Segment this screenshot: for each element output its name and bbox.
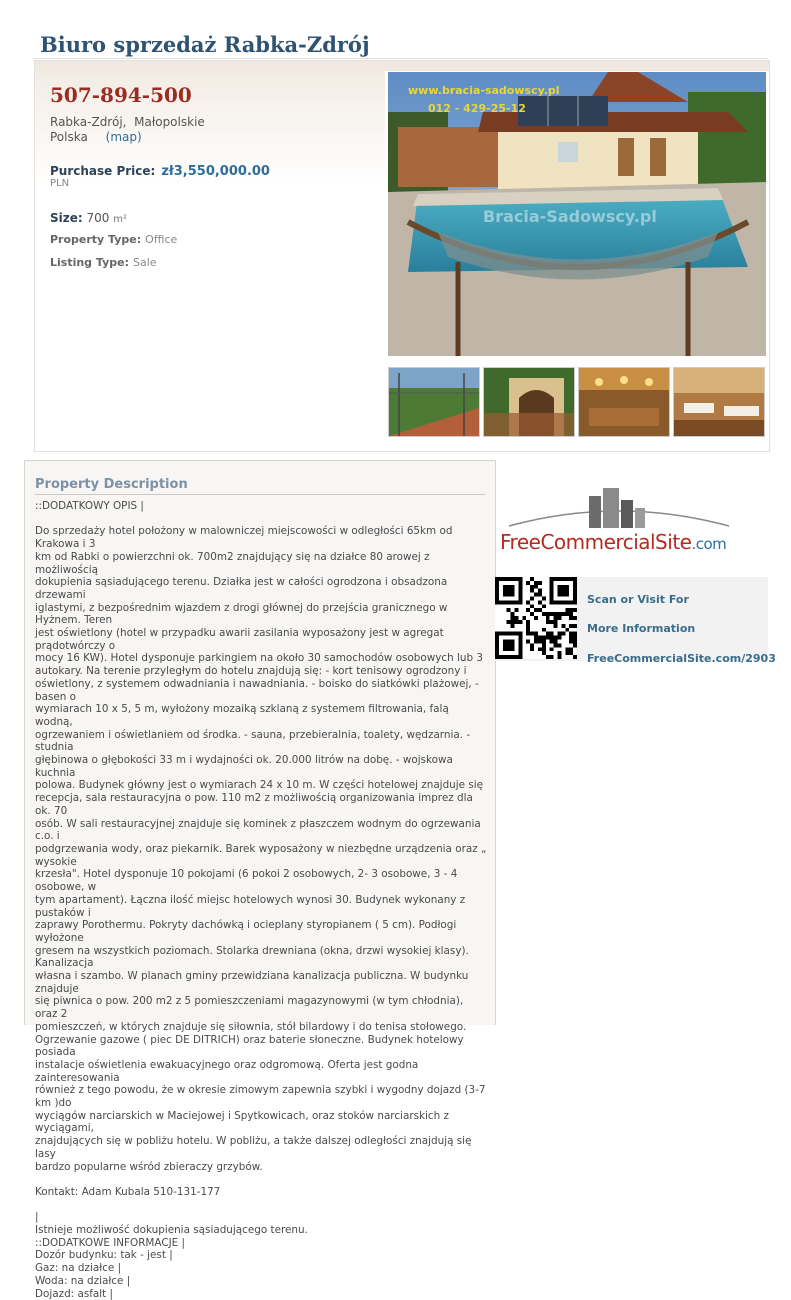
listing-details-panel	[35, 71, 385, 451]
photo-watermark-url: www.bracia-sadowscy.pl	[408, 84, 560, 97]
purchase-price-label: Purchase Price:	[50, 164, 156, 178]
title-divider	[34, 58, 768, 59]
address-country: Polska	[50, 130, 88, 144]
listing-type-row	[50, 256, 157, 269]
description-title: Property Description	[35, 477, 188, 492]
size-value: 700	[86, 211, 110, 225]
property-type-row	[50, 233, 177, 246]
address-city: Rabka-Zdrój,	[50, 115, 127, 129]
thumbnail-3[interactable]	[578, 367, 670, 437]
qr-line-url[interactable]: FreeCommercialSite.com/2903	[587, 652, 776, 665]
logo-text-main: FreeCommercialSite	[500, 530, 692, 554]
thumbnail-tennis-court	[389, 368, 479, 436]
address-line-country	[50, 130, 142, 144]
property-type-label: Property Type:	[50, 233, 142, 246]
qr-line-info: More Information	[587, 622, 696, 635]
qr-info-box	[495, 577, 776, 665]
address-region: Małopolskie	[134, 115, 205, 129]
purchase-price-row	[50, 164, 270, 179]
logo-text-tld: .com	[691, 535, 727, 553]
thumbnail-restaurant-bar	[579, 368, 669, 436]
purchase-price-value: zł3,550,000.00	[161, 164, 270, 179]
size-label: Size:	[50, 211, 83, 225]
listing-type-value: Sale	[133, 256, 157, 269]
pool-photo-illustration	[388, 72, 766, 356]
card-top-band	[35, 61, 769, 71]
listing-type-label: Listing Type:	[50, 256, 129, 269]
address-line-city	[50, 115, 205, 129]
freecommercialsite-logo-text[interactable]	[500, 530, 726, 554]
currency-code: PLN	[50, 178, 70, 189]
photo-watermark-phone: 012 - 429-25-12	[428, 102, 526, 115]
property-description-panel	[24, 460, 496, 1300]
size-row	[50, 211, 127, 225]
listing-summary-card	[34, 60, 770, 452]
description-text: ::DODATKOWY OPIS | Do sprzedaży hotel położony w malowniczej miejscowości w odległości 65km od Krakowa i 3 km od Rabki o powierzchni ok. 700m2 znajdujący się na działce 80 arowej z możliwością dokupienia sąsiadującego terenu. Działka jest w całości ogrodzona i obsadzona drzewami iglastymi, z bezpośrednim wjazdem z drogi głównej do przejścia granicznego w Hyżnem. Teren jest oświetlony (hotel w przypadku awarii zasilania wyposażony jest w agregat prądotwórczy o mocy 16 KW). Hotel dysponuje parkingiem na około 30 samochodów osobowych lub 3 autokary. Na terenie przyległym do hotelu znajdują się: - kort tenisowy ogrodzony i oświetlony, z systemem odwadniania i nawadniania. - boisko do siatkówki plażowej, - basen o wymiarach 10 x 5, 5 m, wyłożony mozaiką szklaną z systemem filtrowania, falą wodną, ogrzewaniem i oświetlaniem od środka. - sauna, przebieralnia, toalety, wędzarnia. - studnia głębinowa o głębokości 33 m i wydajności ok. 20.000 litrów na dobę. - wojskowa kuchnia polowa. Budynek główny jest o wymiarach 24 x 10 m. W części hotelowej znajduje się recepcja, sala restauracyjna o pow. 110 m2 z możliwością organizowania imprez dla ok. 70 osób. W sali restauracyjnej znajduje się kominek z płaszczem wodnym do ogrzewania c.o. i podgrzewania wody, oraz piekarnik. Barek wyposażony w niezbędne urządzenia oraz „ wysokie krzesła". Hotel dysponuje 10 pokojami (6 pokoi 2 osobowych, 2- 3 osobowe, 3 - 4 osobowe, w tym apartament). Łączna ilość miejsc hotelowych wynosi 30. Budynek wykonany z pustaków i zaprawy Porothermu. Pokryty dachówką i ocieplany styropianem ( 5 cm). Podłogi wyłożone gresem na wszystkich poziomach. Stolarka drewniana (okna, drzwi wysokiej klasy). Kanalizacja własna i szambo. W planach gminy przewidziana kanalizacja publiczna. W budynku znajduje się piwnica o pow. 200 m2 z 5 pomieszczeniami magazynowymi (w tym chłodnia), oraz 2 pomieszczeń, w których znajduje się siłownia, stół bilardowy i do tenisa stołowego. Ogrzewanie gazowe ( piec DE DITRICH) oraz baterie słoneczne. Budynek hotelowy posiada instalacje oświetlenia ewakuacyjnego oraz odgromową. Oferta jest godna zainteresowania również z tego powodu, że w okresie zimowym zapewnia szybki i wygodny dojazd (3-7 km )do wyciągów narciarskich w Maciejowej i Spytkowicach, oraz stoków narciarskich z wyciągami, znajdujących się w pobliżu hotelu. W pobliżu, a także dalszej odległości znajdują się lasy bardzo popularne wśród zbieraczy grzybów. Kontakt: Adam Kubala 510-131-177 | Istnieje możliwość dokupienia sąsiadującego terenu. ::DODATKOWE INFORMACJE | Dozór budynku: tak - jest | Gaz: na działce | Woda: na działce | Dojazd: asfalt |	[35, 500, 487, 1300]
size-unit: m²	[113, 214, 127, 225]
thumbnail-2[interactable]	[483, 367, 575, 437]
qr-line-scan: Scan or Visit For	[587, 593, 689, 606]
thumbnail-1[interactable]	[388, 367, 480, 437]
thumbnail-entrance	[484, 368, 574, 436]
contact-phone[interactable]: 507-894-500	[50, 83, 192, 107]
map-link[interactable]: (map)	[105, 130, 142, 144]
description-divider	[35, 494, 485, 495]
main-property-photo[interactable]	[388, 72, 766, 356]
property-type-value: Office	[145, 233, 178, 246]
page-title: Biuro sprzedaż Rabka-Zdrój	[40, 32, 370, 57]
qr-code[interactable]	[495, 577, 577, 659]
thumbnail-dining-room	[674, 368, 764, 436]
thumbnail-4[interactable]	[673, 367, 765, 437]
photo-watermark-brand: Bracia-Sadowscy.pl	[483, 207, 657, 226]
